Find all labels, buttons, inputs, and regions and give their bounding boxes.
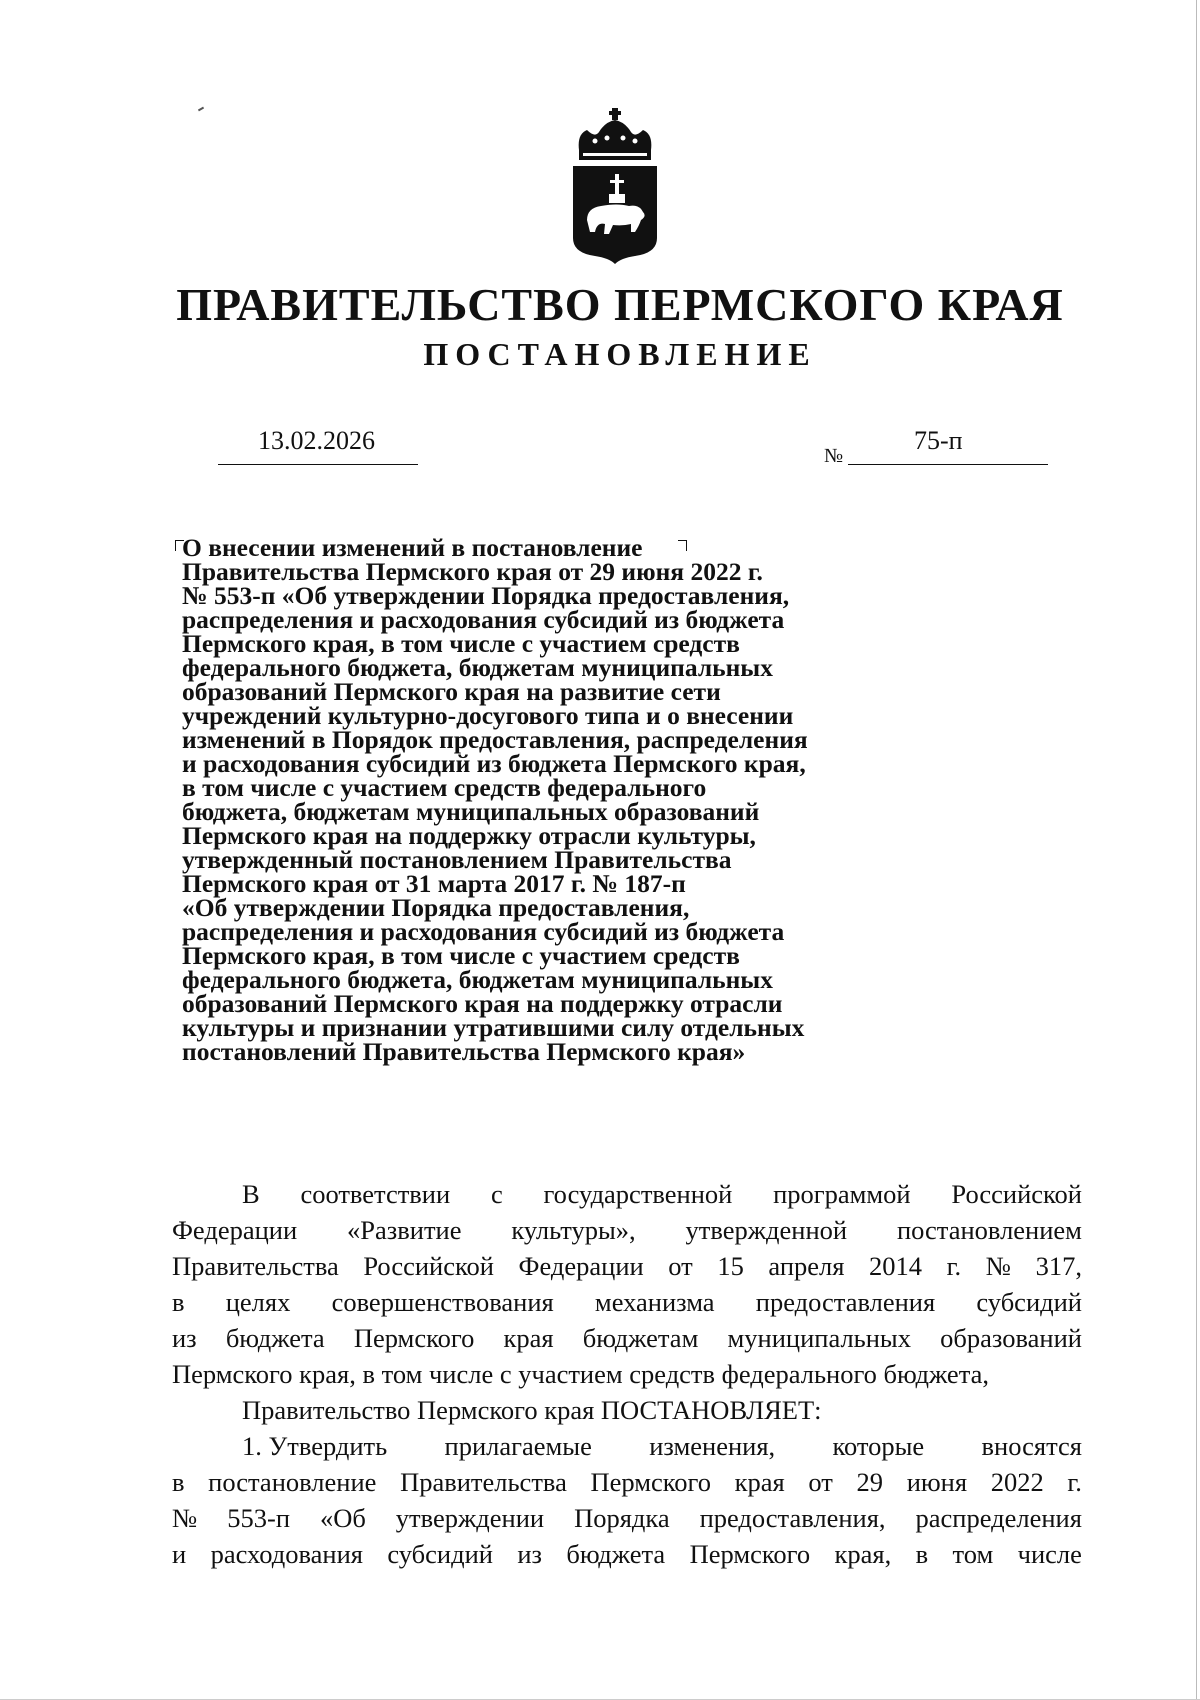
heading-line: изменений в Порядок предоставления, распределения bbox=[182, 725, 808, 754]
government-title: ПРАВИТЕЛЬСТВО ПЕРМСКОГО КРАЯ bbox=[176, 279, 1064, 330]
body-word: утверждении bbox=[395, 1503, 545, 1533]
heading-line: распределения и расходования субсидий из бюджета bbox=[182, 605, 785, 634]
body-line bbox=[172, 1500, 1082, 1536]
body-word: края bbox=[503, 1323, 554, 1353]
body-word: расходования bbox=[210, 1539, 363, 1569]
body-word: 2022 bbox=[990, 1467, 1044, 1497]
document-body bbox=[172, 1176, 1082, 1572]
heading-line: Правительства Пермского края от 29 июня 2022 г. bbox=[182, 557, 763, 586]
body-word: из bbox=[172, 1323, 197, 1353]
body-word: от bbox=[668, 1251, 693, 1281]
body-word: и bbox=[172, 1539, 187, 1569]
body-word: изменения, bbox=[649, 1431, 776, 1461]
body-word: распределения bbox=[915, 1503, 1082, 1533]
body-word: № bbox=[172, 1503, 198, 1533]
body-word: субсидий bbox=[387, 1539, 493, 1569]
body-word: 15 bbox=[717, 1251, 744, 1281]
body-word: 2014 bbox=[869, 1251, 923, 1281]
document-number-field bbox=[848, 426, 1048, 465]
document-date: 13.02.2026 bbox=[258, 426, 375, 455]
body-word: 317, bbox=[1035, 1251, 1082, 1281]
body-word: в bbox=[915, 1539, 929, 1569]
body-line bbox=[172, 1284, 1082, 1320]
body-word: Пермского bbox=[353, 1323, 475, 1353]
page-edge-right bbox=[1196, 0, 1197, 1700]
body-word: г. bbox=[1067, 1467, 1082, 1497]
body-word: В bbox=[242, 1179, 260, 1209]
body-word: целях bbox=[225, 1287, 291, 1317]
body-word: вносятся bbox=[981, 1431, 1082, 1461]
body-word: Российской bbox=[951, 1179, 1082, 1209]
body-word: от bbox=[808, 1467, 833, 1497]
document-number-label: № bbox=[824, 445, 844, 467]
body-line bbox=[172, 1212, 1082, 1248]
document-number: 75-п bbox=[914, 426, 963, 455]
heading-line: О внесении изменений в постановление bbox=[182, 533, 643, 562]
body-word: июня bbox=[906, 1467, 968, 1497]
body-word: бюджетам bbox=[582, 1323, 699, 1353]
body-word: утвержденной bbox=[685, 1215, 848, 1245]
body-word: Правительства bbox=[172, 1251, 339, 1281]
body-word: апреля bbox=[768, 1251, 845, 1281]
body-word: государственной bbox=[543, 1179, 733, 1209]
heading-line: Пермского края на поддержку отрасли культуры, bbox=[182, 821, 756, 850]
heading-line: Пермского края, в том числе с участием средств bbox=[182, 941, 740, 970]
body-word: 553-п bbox=[227, 1503, 291, 1533]
body-word: в bbox=[172, 1467, 185, 1497]
body-word: «Развитие bbox=[347, 1215, 462, 1245]
body-word: соответствии bbox=[300, 1179, 451, 1209]
body-word: Пермского bbox=[689, 1539, 811, 1569]
body-word: с bbox=[490, 1179, 503, 1209]
body-word: 29 bbox=[856, 1467, 884, 1497]
body-word: субсидий bbox=[976, 1287, 1082, 1317]
heading-line: бюджета, бюджетам муниципальных образований bbox=[182, 797, 760, 826]
body-word: постановлением bbox=[896, 1215, 1082, 1245]
body-word: края, bbox=[834, 1539, 892, 1569]
body-word: программой bbox=[773, 1179, 911, 1209]
heading-line: образований Пермского края на поддержку отрасли bbox=[182, 989, 783, 1018]
body-word: № bbox=[985, 1251, 1011, 1281]
body-line: Пермского края, в том числе с участием средств федерального бюджета, bbox=[172, 1359, 989, 1389]
heading-line: № 553-п «Об утверждении Порядка предоставления, bbox=[182, 581, 790, 610]
scan-artifact bbox=[198, 107, 204, 112]
document-type-title: ПОСТАНОВЛЕНИЕ bbox=[423, 336, 817, 372]
heading-line: «Об утверждении Порядка предоставления, bbox=[182, 893, 690, 922]
resolution-line: Правительство Пермского края ПОСТАНОВЛЯЕТ: bbox=[242, 1395, 822, 1425]
body-line bbox=[172, 1428, 1082, 1464]
body-word: культуры», bbox=[511, 1215, 636, 1245]
heading-line: федерального бюджета, бюджетам муниципальных bbox=[182, 965, 773, 994]
heading-line: в том числе с участием средств федерального bbox=[182, 773, 707, 802]
body-line bbox=[172, 1464, 1082, 1500]
body-word: Российской bbox=[363, 1251, 494, 1281]
body-word: предоставления, bbox=[699, 1503, 886, 1533]
body-word: края bbox=[734, 1467, 785, 1497]
body-word: Федерации bbox=[518, 1251, 644, 1281]
heading-line: культуры и признании утратившими силу отдельных bbox=[182, 1013, 805, 1042]
body-word: бюджета bbox=[566, 1539, 666, 1569]
body-word: г. bbox=[946, 1251, 962, 1281]
document-heading bbox=[182, 533, 922, 1066]
body-word: том bbox=[952, 1539, 994, 1569]
body-word: в bbox=[172, 1287, 185, 1317]
heading-line: Пермского края, в том числе с участием средств bbox=[182, 629, 740, 658]
body-word: которые bbox=[832, 1431, 925, 1461]
heading-line: учреждений культурно-досугового типа и о внесении bbox=[182, 701, 794, 730]
body-word: механизма bbox=[594, 1287, 715, 1317]
body-word: числе bbox=[1017, 1539, 1082, 1569]
body-word: бюджета bbox=[225, 1323, 325, 1353]
body-word: образований bbox=[940, 1323, 1082, 1353]
body-line bbox=[172, 1320, 1082, 1356]
body-word: Пермского bbox=[590, 1467, 712, 1497]
heading-line: распределения и расходования субсидий из бюджета bbox=[182, 917, 785, 946]
coat-of-arms-emblem-icon bbox=[565, 108, 665, 264]
heading-line: утвержденный постановлением Правительства bbox=[182, 845, 732, 874]
heading-line: и расходования субсидий из бюджета Пермского края, bbox=[182, 749, 806, 778]
body-word: предоставления bbox=[755, 1287, 936, 1317]
body-line bbox=[172, 1536, 1082, 1572]
body-word: «Об bbox=[319, 1503, 366, 1533]
body-word: 1. Утвердить bbox=[242, 1431, 388, 1461]
body-line bbox=[172, 1248, 1082, 1284]
body-word: Порядка bbox=[574, 1503, 670, 1533]
body-word: Правительства bbox=[400, 1467, 567, 1497]
body-word: Федерации bbox=[172, 1215, 298, 1245]
body-line bbox=[172, 1176, 1082, 1212]
body-word: прилагаемые bbox=[444, 1431, 592, 1461]
heading-line: Пермского края от 31 марта 2017 г. № 187-п bbox=[182, 869, 686, 898]
body-word: совершенствования bbox=[331, 1287, 554, 1317]
heading-line: федерального бюджета, бюджетам муниципальных bbox=[182, 653, 773, 682]
heading-line: постановлений Правительства Пермского края» bbox=[182, 1037, 746, 1066]
body-word: постановление bbox=[208, 1467, 377, 1497]
heading-line: образований Пермского края на развитие сети bbox=[182, 677, 721, 706]
body-word: из bbox=[517, 1539, 542, 1569]
document-date-field bbox=[218, 426, 418, 465]
body-word: муниципальных bbox=[727, 1323, 911, 1353]
